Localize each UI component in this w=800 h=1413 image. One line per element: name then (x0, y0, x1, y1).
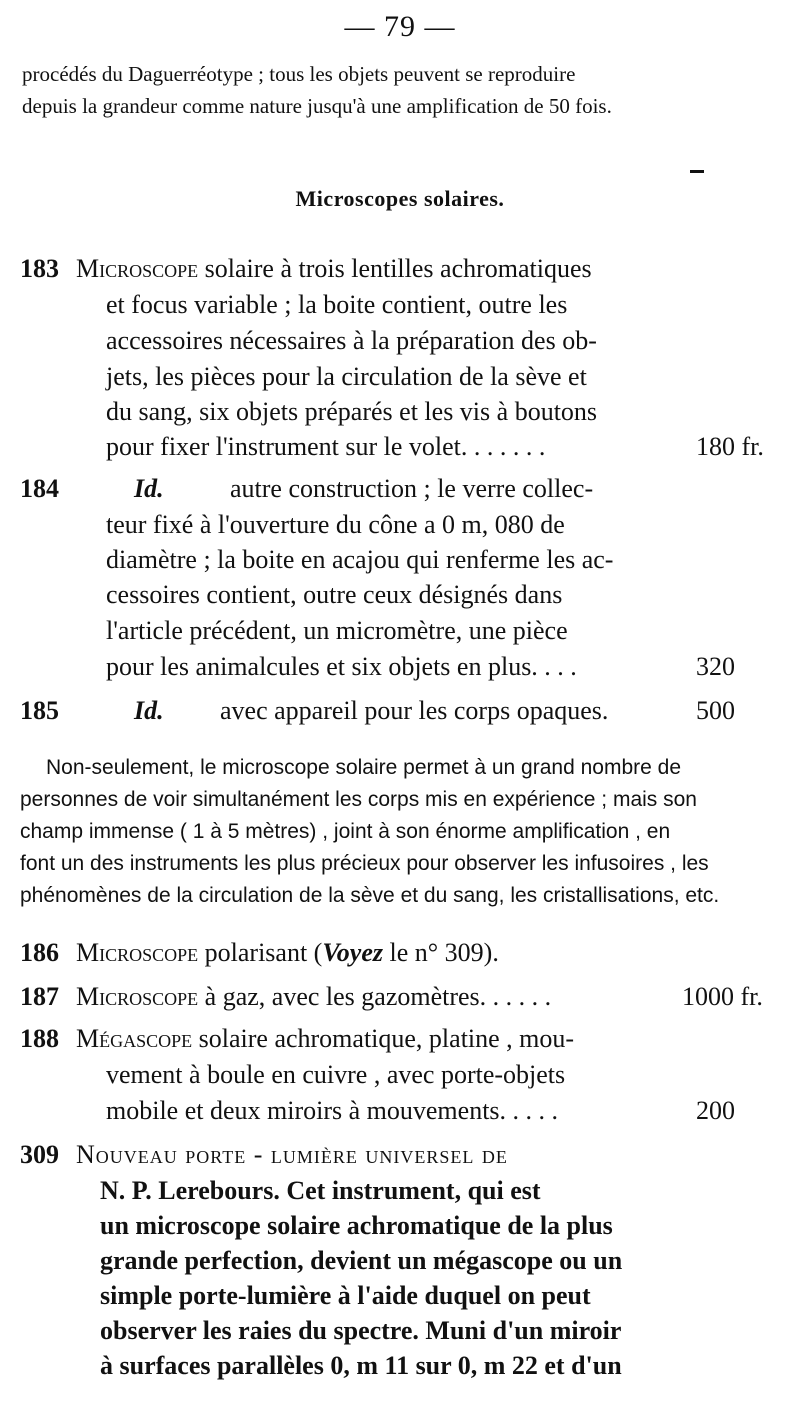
item-187-text: à gaz, avec les gazomètres. . . . . . (198, 982, 552, 1011)
item-number-183: 183 (20, 254, 59, 283)
item-185-price: 500 (696, 696, 735, 725)
section-heading: Microscopes solaires. (295, 186, 505, 211)
item-183-line-1 (76, 252, 592, 286)
item-309-line-4: grande perfection, devient un mégascope ou un (100, 1246, 623, 1275)
intro-line-2: depuis la grandeur comme nature jusqu'à une amplification de 50 fois. (22, 94, 612, 118)
item-186-line-1 (76, 936, 499, 970)
item-183-line-5: du sang, six objets préparés et les vis à boutons (106, 397, 598, 426)
item-184-line-6: pour les animalcules et six objets en plus. . . . (106, 652, 577, 681)
item-188-price: 200 (696, 1096, 735, 1125)
item-309-line-7: à surfaces parallèles 0, m 11 sur 0, m 22 et d'un (100, 1351, 622, 1380)
item-187-line-1 (76, 980, 551, 1014)
item-309-line-3: un microscope solaire achromatique de la plus (100, 1211, 613, 1240)
paragraph-line-5: phénomènes de la circulation de la sève et du sang, les cristallisations, etc. (20, 884, 720, 907)
decorative-dash (690, 170, 704, 173)
item-number-185: 185 (20, 696, 59, 725)
item-183-line-1-text: solaire à trois lentilles achromatiques (198, 254, 592, 283)
item-184-line-2: teur fixé à l'ouverture du cône a 0 m, 080 de (106, 510, 565, 539)
item-number-309: 309 (20, 1140, 59, 1169)
item-184-id-label: Id. (134, 474, 164, 503)
item-309-line-5: simple porte-lumière à l'aide duquel on peut (100, 1281, 591, 1310)
item-309-line-1 (76, 1138, 508, 1172)
item-183-title: Microscope (76, 254, 199, 283)
paragraph-line-3: champ immense ( 1 à 5 mètres) , joint à son énorme amplification , en (20, 820, 671, 843)
item-186-text-a: polarisant ( (198, 938, 323, 967)
item-188-line-1-text: solaire achromatique, platine , mou- (192, 1024, 575, 1053)
item-184-line-3: diamètre ; la boite en acajou qui renferme les ac- (106, 545, 614, 574)
item-186-voyez: Voyez (322, 938, 384, 967)
item-183-price: 180 fr. (696, 432, 764, 461)
item-188-line-1 (76, 1022, 574, 1056)
item-187-price: 1000 fr. (682, 982, 763, 1011)
item-number-184: 184 (20, 474, 59, 503)
item-number-186: 186 (20, 938, 59, 967)
item-186-title: Microscope (76, 938, 199, 967)
item-188-line-2: vement à boule en cuivre , avec porte-objets (106, 1060, 566, 1089)
item-183-line-3: accessoires nécessaires à la préparation des ob- (106, 326, 597, 355)
item-186-text-b: le n° 309). (383, 938, 499, 967)
item-185-id (134, 694, 164, 728)
item-184-price: 320 (696, 652, 735, 681)
item-number-187: 187 (20, 982, 59, 1011)
item-309-line-6: observer les raies du spectre. Muni d'un miroir (100, 1316, 622, 1345)
item-188-line-3: mobile et deux miroirs à mouvements. . . . . (106, 1096, 559, 1125)
item-number-188: 188 (20, 1024, 59, 1053)
paragraph-line-1: Non-seulement, le microscope solaire permet à un grand nombre de (46, 756, 681, 779)
item-184-line-4: cessoires contient, outre ceux désignés dans (106, 580, 563, 609)
item-184-line-5: l'article précédent, un micromètre, une pièce (106, 616, 568, 645)
item-184-line-1: autre construction ; le verre collec- (230, 474, 594, 503)
item-183-line-2: et focus variable ; la boite contient, outre les (106, 290, 568, 319)
item-185-id-label: Id. (134, 696, 164, 725)
item-309-title: Nouveau porte - lumière universel de (76, 1140, 508, 1169)
item-187-title: Microscope (76, 982, 199, 1011)
paragraph-line-4: font un des instruments les plus précieux pour observer les infusoires , les (20, 852, 709, 875)
page-number: — 79 — (344, 10, 456, 43)
paragraph-line-2: personnes de voir simultanément les corps mis en expérience ; mais son (20, 788, 697, 811)
item-184-id (134, 472, 164, 506)
item-188-title: Mégascope (76, 1024, 193, 1053)
item-185-line-1: avec appareil pour les corps opaques. (220, 696, 609, 725)
item-183-line-4: jets, les pièces pour la circulation de la sève et (106, 362, 587, 391)
item-309-line-2: N. P. Lerebours. Cet instrument, qui est (100, 1176, 541, 1205)
item-183-line-6: pour fixer l'instrument sur le volet. . . . . . . (106, 432, 546, 461)
intro-line-1: procédés du Daguerréotype ; tous les objets peuvent se reproduire (22, 62, 576, 86)
